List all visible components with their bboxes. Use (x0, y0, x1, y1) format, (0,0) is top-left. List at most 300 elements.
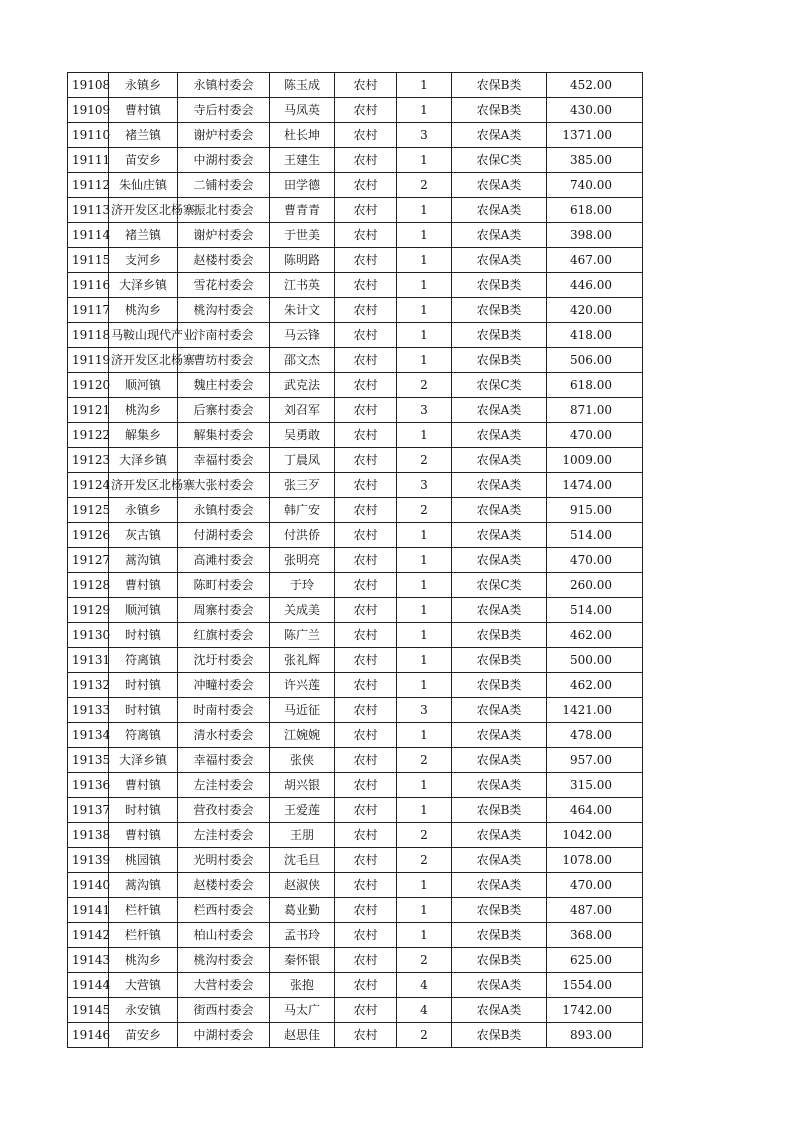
township-cell: 大营镇 (109, 973, 178, 998)
amount-cell: 514.00 (547, 523, 643, 548)
table-row (68, 448, 643, 473)
amount-cell: 260.00 (547, 573, 643, 598)
insurance-class-cell: 农保A类 (452, 498, 547, 523)
member-count-cell: 1 (397, 798, 452, 823)
table-row (68, 273, 643, 298)
person-name-cell: 王建生 (270, 148, 335, 173)
area-type-cell: 农村 (335, 298, 397, 323)
insurance-class-cell: 农保B类 (452, 798, 547, 823)
insurance-class-cell: 农保B类 (452, 923, 547, 948)
member-count-cell: 1 (397, 548, 452, 573)
amount-cell: 740.00 (547, 173, 643, 198)
area-type-cell: 农村 (335, 223, 397, 248)
township-cell: 顺河镇 (109, 373, 178, 398)
table-row (68, 973, 643, 998)
amount-cell: 1554.00 (547, 973, 643, 998)
amount-cell: 398.00 (547, 223, 643, 248)
person-name-cell: 于世美 (270, 223, 335, 248)
record-id-cell: 19129 (68, 598, 109, 623)
area-type-cell: 农村 (335, 723, 397, 748)
table-row (68, 148, 643, 173)
village-committee-cell: 后寨村委会 (178, 398, 270, 423)
township-cell: 符离镇 (109, 648, 178, 673)
table-row (68, 398, 643, 423)
amount-cell: 452.00 (547, 73, 643, 98)
person-name-cell: 陈玉成 (270, 73, 335, 98)
insurance-class-cell: 农保A类 (452, 823, 547, 848)
village-committee-cell: 寺后村委会 (178, 98, 270, 123)
amount-cell: 470.00 (547, 423, 643, 448)
data-sheet (67, 72, 642, 1048)
table-row (68, 873, 643, 898)
amount-cell: 420.00 (547, 298, 643, 323)
insurance-class-cell: 农保B类 (452, 298, 547, 323)
amount-cell: 514.00 (547, 598, 643, 623)
insurance-class-cell: 农保B类 (452, 98, 547, 123)
member-count-cell: 3 (397, 473, 452, 498)
record-id-cell: 19141 (68, 898, 109, 923)
village-committee-cell: 冲疃村委会 (178, 673, 270, 698)
person-name-cell: 邵文杰 (270, 348, 335, 373)
amount-cell: 915.00 (547, 498, 643, 523)
amount-cell: 462.00 (547, 623, 643, 648)
village-committee-cell: 营孜村委会 (178, 798, 270, 823)
person-name-cell: 陈广兰 (270, 623, 335, 648)
village-committee-cell: 永镇村委会 (178, 498, 270, 523)
area-type-cell: 农村 (335, 148, 397, 173)
area-type-cell: 农村 (335, 323, 397, 348)
person-name-cell: 胡兴银 (270, 773, 335, 798)
insurance-class-cell: 农保A类 (452, 773, 547, 798)
record-id-cell: 19132 (68, 673, 109, 698)
person-name-cell: 许兴莲 (270, 673, 335, 698)
record-id-cell: 19134 (68, 723, 109, 748)
record-id-cell: 19120 (68, 373, 109, 398)
township-cell: 时村镇 (109, 698, 178, 723)
records-table-body (68, 73, 643, 1048)
person-name-cell: 沈毛旦 (270, 848, 335, 873)
township-cell: 大泽乡镇 (109, 448, 178, 473)
record-id-cell: 19109 (68, 98, 109, 123)
insurance-class-cell: 农保C类 (452, 573, 547, 598)
area-type-cell: 农村 (335, 548, 397, 573)
amount-cell: 506.00 (547, 348, 643, 373)
person-name-cell: 马凤英 (270, 98, 335, 123)
township-cell: 褚兰镇 (109, 223, 178, 248)
area-type-cell: 农村 (335, 998, 397, 1023)
township-cell: 蒿沟镇 (109, 873, 178, 898)
person-name-cell: 吴勇敢 (270, 423, 335, 448)
amount-cell: 470.00 (547, 548, 643, 573)
person-name-cell: 张礼辉 (270, 648, 335, 673)
record-id-cell: 19135 (68, 748, 109, 773)
township-cell: 苗安乡 (109, 148, 178, 173)
insurance-class-cell: 农保A类 (452, 423, 547, 448)
area-type-cell: 农村 (335, 923, 397, 948)
member-count-cell: 2 (397, 448, 452, 473)
member-count-cell: 2 (397, 373, 452, 398)
insurance-class-cell: 农保B类 (452, 73, 547, 98)
township-cell: 支河乡 (109, 248, 178, 273)
record-id-cell: 19146 (68, 1023, 109, 1048)
area-type-cell: 农村 (335, 898, 397, 923)
village-committee-cell: 沈圩村委会 (178, 648, 270, 673)
person-name-cell: 马近征 (270, 698, 335, 723)
person-name-cell: 秦怀银 (270, 948, 335, 973)
township-cell: 灰古镇 (109, 523, 178, 548)
table-row (68, 173, 643, 198)
township-cell: 永安镇 (109, 998, 178, 1023)
insurance-class-cell: 农保B类 (452, 323, 547, 348)
amount-cell: 368.00 (547, 923, 643, 948)
village-committee-cell: 曹坊村委会 (178, 348, 270, 373)
village-committee-cell: 雪花村委会 (178, 273, 270, 298)
township-cell: 蒿沟镇 (109, 548, 178, 573)
village-committee-cell: 高滩村委会 (178, 548, 270, 573)
area-type-cell: 农村 (335, 473, 397, 498)
member-count-cell: 1 (397, 723, 452, 748)
member-count-cell: 1 (397, 648, 452, 673)
area-type-cell: 农村 (335, 448, 397, 473)
table-row (68, 323, 643, 348)
member-count-cell: 1 (397, 348, 452, 373)
member-count-cell: 1 (397, 198, 452, 223)
table-row (68, 223, 643, 248)
amount-cell: 315.00 (547, 773, 643, 798)
township-cell: 朱仙庄镇 (109, 173, 178, 198)
record-id-cell: 19108 (68, 73, 109, 98)
record-id-cell: 19113 (68, 198, 109, 223)
record-id-cell: 19131 (68, 648, 109, 673)
table-row (68, 898, 643, 923)
record-id-cell: 19133 (68, 698, 109, 723)
amount-cell: 618.00 (547, 373, 643, 398)
village-committee-cell: 付湖村委会 (178, 523, 270, 548)
township-cell: 马鞍山现代产业 (109, 323, 178, 348)
amount-cell: 446.00 (547, 273, 643, 298)
village-committee-cell: 大营村委会 (178, 973, 270, 998)
area-type-cell: 农村 (335, 873, 397, 898)
record-id-cell: 19143 (68, 948, 109, 973)
table-row (68, 573, 643, 598)
person-name-cell: 江婉婉 (270, 723, 335, 748)
table-row (68, 748, 643, 773)
amount-cell: 625.00 (547, 948, 643, 973)
township-cell: 济开发区北杨寨 (109, 198, 178, 223)
area-type-cell: 农村 (335, 423, 397, 448)
amount-cell: 385.00 (547, 148, 643, 173)
person-name-cell: 于玲 (270, 573, 335, 598)
record-id-cell: 19144 (68, 973, 109, 998)
area-type-cell: 农村 (335, 173, 397, 198)
amount-cell: 1371.00 (547, 123, 643, 148)
person-name-cell: 张抱 (270, 973, 335, 998)
member-count-cell: 1 (397, 148, 452, 173)
table-row (68, 73, 643, 98)
area-type-cell: 农村 (335, 948, 397, 973)
village-committee-cell: 陈町村委会 (178, 573, 270, 598)
village-committee-cell: 时南村委会 (178, 698, 270, 723)
amount-cell: 1421.00 (547, 698, 643, 723)
record-id-cell: 19112 (68, 173, 109, 198)
table-row (68, 248, 643, 273)
member-count-cell: 4 (397, 998, 452, 1023)
insurance-class-cell: 农保B类 (452, 623, 547, 648)
amount-cell: 1078.00 (547, 848, 643, 873)
member-count-cell: 2 (397, 173, 452, 198)
table-row (68, 98, 643, 123)
person-name-cell: 付洪侨 (270, 523, 335, 548)
amount-cell: 500.00 (547, 648, 643, 673)
person-name-cell: 王朋 (270, 823, 335, 848)
insurance-class-cell: 农保A类 (452, 698, 547, 723)
record-id-cell: 19126 (68, 523, 109, 548)
member-count-cell: 2 (397, 948, 452, 973)
insurance-class-cell: 农保B类 (452, 348, 547, 373)
insurance-class-cell: 农保A类 (452, 173, 547, 198)
village-committee-cell: 清水村委会 (178, 723, 270, 748)
record-id-cell: 19137 (68, 798, 109, 823)
insurance-class-cell: 农保A类 (452, 398, 547, 423)
person-name-cell: 马云锋 (270, 323, 335, 348)
township-cell: 大泽乡镇 (109, 748, 178, 773)
insurance-class-cell: 农保A类 (452, 248, 547, 273)
record-id-cell: 19116 (68, 273, 109, 298)
amount-cell: 430.00 (547, 98, 643, 123)
township-cell: 顺河镇 (109, 598, 178, 623)
amount-cell: 467.00 (547, 248, 643, 273)
township-cell: 永镇乡 (109, 498, 178, 523)
person-name-cell: 关成美 (270, 598, 335, 623)
township-cell: 解集乡 (109, 423, 178, 448)
member-count-cell: 1 (397, 323, 452, 348)
member-count-cell: 1 (397, 423, 452, 448)
insurance-class-cell: 农保B类 (452, 673, 547, 698)
person-name-cell: 武克法 (270, 373, 335, 398)
area-type-cell: 农村 (335, 823, 397, 848)
person-name-cell: 葛业勤 (270, 898, 335, 923)
area-type-cell: 农村 (335, 348, 397, 373)
record-id-cell: 19123 (68, 448, 109, 473)
amount-cell: 1742.00 (547, 998, 643, 1023)
area-type-cell: 农村 (335, 398, 397, 423)
area-type-cell: 农村 (335, 598, 397, 623)
table-row (68, 948, 643, 973)
area-type-cell: 农村 (335, 373, 397, 398)
record-id-cell: 19124 (68, 473, 109, 498)
amount-cell: 478.00 (547, 723, 643, 748)
insurance-class-cell: 农保B类 (452, 273, 547, 298)
village-committee-cell: 周寨村委会 (178, 598, 270, 623)
area-type-cell: 农村 (335, 673, 397, 698)
village-committee-cell: 永镇村委会 (178, 73, 270, 98)
area-type-cell: 农村 (335, 523, 397, 548)
table-row (68, 298, 643, 323)
record-id-cell: 19127 (68, 548, 109, 573)
person-name-cell: 韩广安 (270, 498, 335, 523)
area-type-cell: 农村 (335, 273, 397, 298)
area-type-cell: 农村 (335, 98, 397, 123)
insurance-class-cell: 农保A类 (452, 548, 547, 573)
township-cell: 栏杆镇 (109, 898, 178, 923)
area-type-cell: 农村 (335, 698, 397, 723)
table-row (68, 998, 643, 1023)
table-row (68, 548, 643, 573)
insurance-class-cell: 农保C类 (452, 148, 547, 173)
insurance-class-cell: 农保A类 (452, 448, 547, 473)
township-cell: 时村镇 (109, 673, 178, 698)
insurance-class-cell: 农保A类 (452, 748, 547, 773)
person-name-cell: 赵思佳 (270, 1023, 335, 1048)
area-type-cell: 农村 (335, 248, 397, 273)
village-committee-cell: 桃沟村委会 (178, 948, 270, 973)
member-count-cell: 1 (397, 73, 452, 98)
member-count-cell: 1 (397, 923, 452, 948)
table-row (68, 798, 643, 823)
area-type-cell: 农村 (335, 498, 397, 523)
record-id-cell: 19119 (68, 348, 109, 373)
village-committee-cell: 左洼村委会 (178, 773, 270, 798)
member-count-cell: 1 (397, 273, 452, 298)
person-name-cell: 江书英 (270, 273, 335, 298)
member-count-cell: 1 (397, 673, 452, 698)
amount-cell: 893.00 (547, 1023, 643, 1048)
record-id-cell: 19139 (68, 848, 109, 873)
township-cell: 永镇乡 (109, 73, 178, 98)
table-row (68, 123, 643, 148)
member-count-cell: 1 (397, 598, 452, 623)
record-id-cell: 19145 (68, 998, 109, 1023)
person-name-cell: 曹青青 (270, 198, 335, 223)
member-count-cell: 1 (397, 623, 452, 648)
village-committee-cell: 中湖村委会 (178, 148, 270, 173)
person-name-cell: 朱计文 (270, 298, 335, 323)
table-row (68, 523, 643, 548)
member-count-cell: 1 (397, 248, 452, 273)
township-cell: 符离镇 (109, 723, 178, 748)
member-count-cell: 1 (397, 873, 452, 898)
person-name-cell: 田学德 (270, 173, 335, 198)
village-committee-cell: 解集村委会 (178, 423, 270, 448)
township-cell: 时村镇 (109, 798, 178, 823)
record-id-cell: 19130 (68, 623, 109, 648)
member-count-cell: 2 (397, 1023, 452, 1048)
table-row (68, 598, 643, 623)
township-cell: 桃沟乡 (109, 298, 178, 323)
table-row (68, 823, 643, 848)
person-name-cell: 杜长坤 (270, 123, 335, 148)
amount-cell: 871.00 (547, 398, 643, 423)
record-id-cell: 19140 (68, 873, 109, 898)
record-id-cell: 19122 (68, 423, 109, 448)
insurance-class-cell: 农保A类 (452, 998, 547, 1023)
person-name-cell: 王爱莲 (270, 798, 335, 823)
person-name-cell: 孟书玲 (270, 923, 335, 948)
table-row (68, 1023, 643, 1048)
village-committee-cell: 中湖村委会 (178, 1023, 270, 1048)
record-id-cell: 19111 (68, 148, 109, 173)
table-row (68, 698, 643, 723)
village-committee-cell: 光明村委会 (178, 848, 270, 873)
member-count-cell: 3 (397, 123, 452, 148)
record-id-cell: 19110 (68, 123, 109, 148)
village-committee-cell: 柏山村委会 (178, 923, 270, 948)
area-type-cell: 农村 (335, 1023, 397, 1048)
village-committee-cell: 谢炉村委会 (178, 223, 270, 248)
amount-cell: 462.00 (547, 673, 643, 698)
insurance-class-cell: 农保A类 (452, 873, 547, 898)
area-type-cell: 农村 (335, 798, 397, 823)
village-committee-cell: 赵楼村委会 (178, 248, 270, 273)
insurance-class-cell: 农保A类 (452, 123, 547, 148)
amount-cell: 470.00 (547, 873, 643, 898)
member-count-cell: 1 (397, 223, 452, 248)
village-committee-cell: 谢炉村委会 (178, 123, 270, 148)
area-type-cell: 农村 (335, 748, 397, 773)
person-name-cell: 张三歹 (270, 473, 335, 498)
records-table (67, 72, 643, 1048)
insurance-class-cell: 农保A类 (452, 848, 547, 873)
village-committee-cell: 街西村委会 (178, 998, 270, 1023)
person-name-cell: 刘召军 (270, 398, 335, 423)
township-cell: 时村镇 (109, 623, 178, 648)
record-id-cell: 19121 (68, 398, 109, 423)
member-count-cell: 1 (397, 98, 452, 123)
member-count-cell: 2 (397, 823, 452, 848)
amount-cell: 464.00 (547, 798, 643, 823)
village-committee-cell: 桃沟村委会 (178, 298, 270, 323)
area-type-cell: 农村 (335, 973, 397, 998)
village-committee-cell: 栏西村委会 (178, 898, 270, 923)
table-row (68, 673, 643, 698)
amount-cell: 487.00 (547, 898, 643, 923)
area-type-cell: 农村 (335, 623, 397, 648)
village-committee-cell: 魏庄村委会 (178, 373, 270, 398)
township-cell: 济开发区北杨寨 (109, 348, 178, 373)
person-name-cell: 张侠 (270, 748, 335, 773)
table-row (68, 198, 643, 223)
record-id-cell: 19138 (68, 823, 109, 848)
table-row (68, 773, 643, 798)
amount-cell: 1042.00 (547, 823, 643, 848)
village-committee-cell: 振北村委会 (178, 198, 270, 223)
insurance-class-cell: 农保A类 (452, 598, 547, 623)
amount-cell: 957.00 (547, 748, 643, 773)
area-type-cell: 农村 (335, 648, 397, 673)
person-name-cell: 陈明路 (270, 248, 335, 273)
township-cell: 桃沟乡 (109, 948, 178, 973)
record-id-cell: 19115 (68, 248, 109, 273)
member-count-cell: 1 (397, 773, 452, 798)
area-type-cell: 农村 (335, 73, 397, 98)
record-id-cell: 19136 (68, 773, 109, 798)
township-cell: 大泽乡镇 (109, 273, 178, 298)
member-count-cell: 3 (397, 698, 452, 723)
member-count-cell: 2 (397, 848, 452, 873)
insurance-class-cell: 农保B类 (452, 648, 547, 673)
village-committee-cell: 汴南村委会 (178, 323, 270, 348)
table-row (68, 348, 643, 373)
person-name-cell: 丁晨凤 (270, 448, 335, 473)
village-committee-cell: 红旗村委会 (178, 623, 270, 648)
village-committee-cell: 左洼村委会 (178, 823, 270, 848)
insurance-class-cell: 农保A类 (452, 223, 547, 248)
area-type-cell: 农村 (335, 773, 397, 798)
member-count-cell: 1 (397, 298, 452, 323)
village-committee-cell: 二铺村委会 (178, 173, 270, 198)
insurance-class-cell: 农保A类 (452, 198, 547, 223)
amount-cell: 418.00 (547, 323, 643, 348)
